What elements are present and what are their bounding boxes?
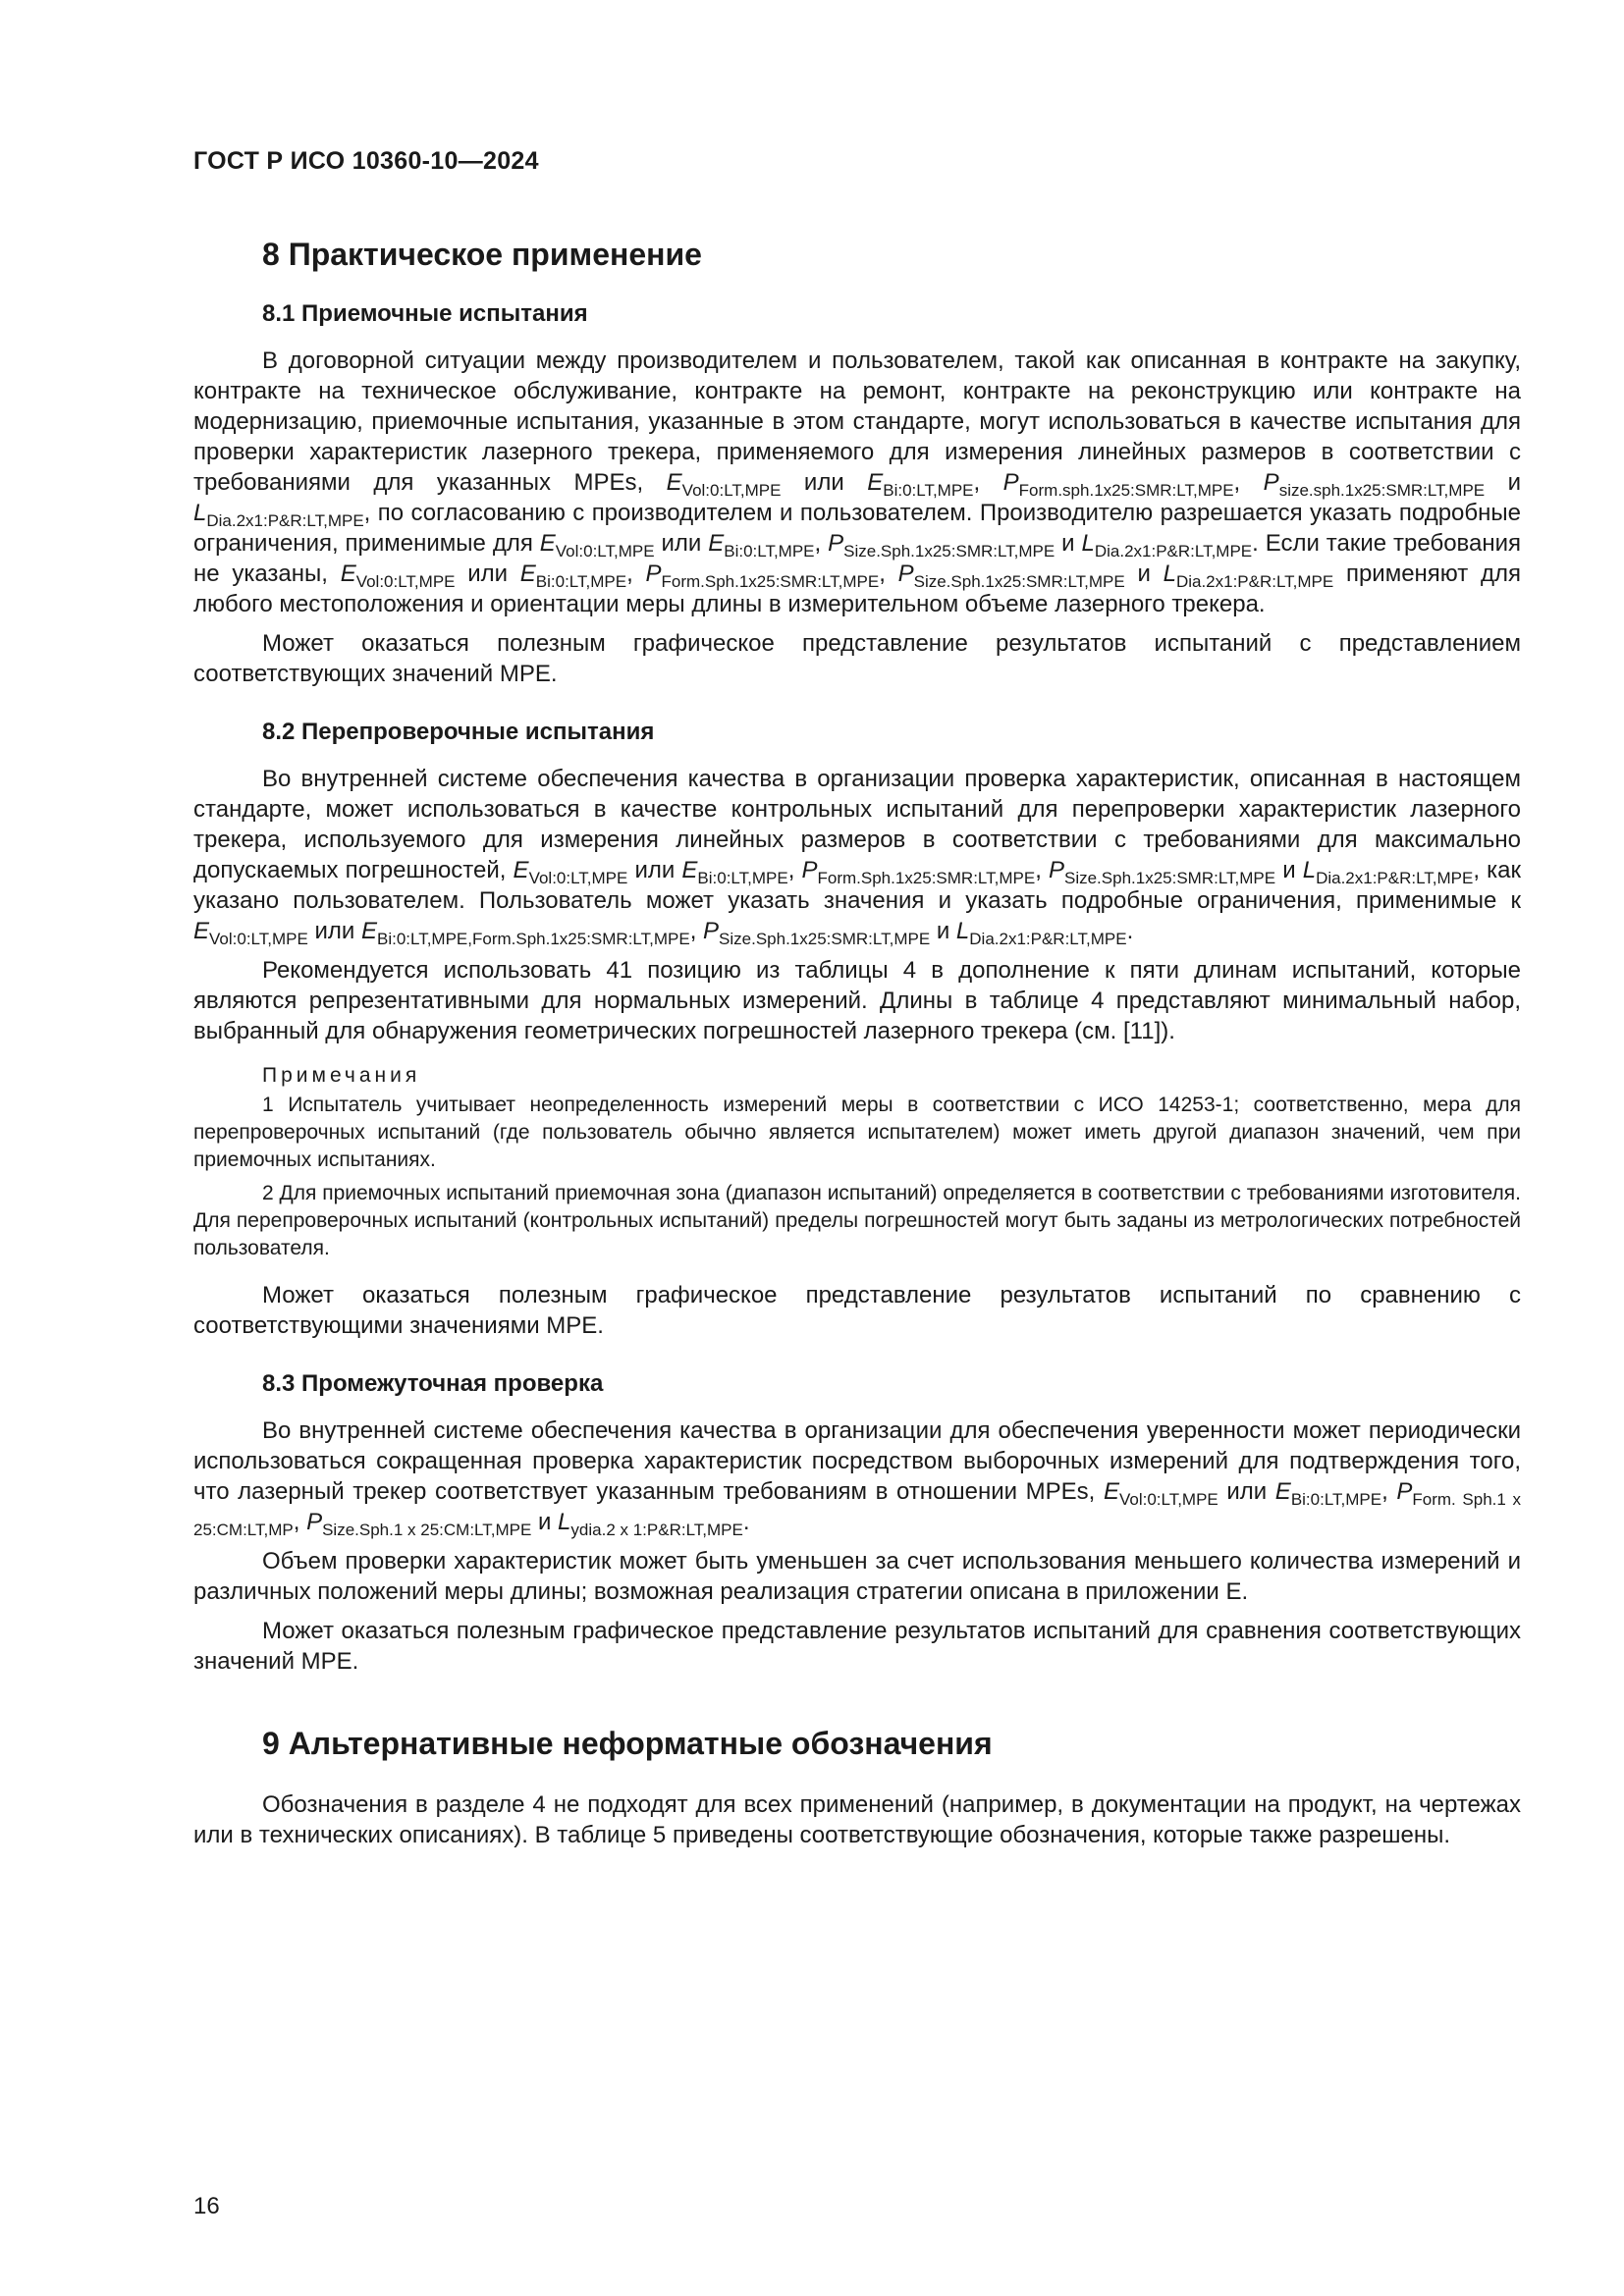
section-8-2-paragraph-2: Рекомендуется использовать 41 позицию из таблицы 4 в дополнение к пяти длинам испытаний, которые являются репрезентативными для нормальных измерений. Длины в таблице 4 представляют минимальный набор, выбранный для обнаружения геометрических погрешностей лазерного трекера (см. [11]).: [193, 957, 1521, 1044]
symbol: $P_{Size.Sph.1x25:SMR:LT,MPE}$: [1048, 857, 1276, 887]
section-8-2-paragraph-3: Может оказаться полезным графическое представление результатов испытаний по сравнению с соответствующими значениями MPE.: [193, 1282, 1521, 1339]
symbol: $L_{Dia.2x1:P\&R:LT,MPE}$: [1302, 857, 1474, 887]
symbol: $P_{Form. Sph.1 x 25:CM:LT,MP}$: [193, 1478, 1522, 1539]
page-number: 16: [193, 2193, 220, 2219]
section-8-title: 8 Практическое применение: [262, 237, 702, 272]
symbol: $P_{Size.Sph.1x25:SMR:LT,MPE}$: [703, 918, 931, 948]
symbol: $E_{Bi:0:LT,MPE}$: [1274, 1478, 1382, 1509]
section-8-2-title: 8.2 Перепроверочные испытания: [262, 719, 655, 745]
note-2: 2 Для приемочных испытаний приемочная зона (диапазон испытаний) определяется в соответствии с требованиями изготовителя. Для перепроверочных испытаний (контрольных испытаний) пределы погрешностей могут быть заданы из метрологических потребностей пользователя.: [193, 1182, 1521, 1259]
symbol: $E_{Bi:0:LT,MPE}$: [519, 561, 627, 591]
symbol: $E_{Vol:0:LT,MPE}$: [513, 857, 628, 887]
section-8-2-paragraph-1: Во внутренней системе обеспечения качества в организации проверка характеристик, описанная в настоящем стандарте, может использоваться в качестве контрольных испытаний для перепроверки характеристик лазерного трекера, используемого для измерения линейных размеров в соответствии с требованиями для максимально допускаемых погрешностей, $E_{Vol:0:LT,MPE}$ или $E_{Bi:0:LT,MPE}$, $P_{Form.Sph.1x25:SMR:LT,MPE}$, $P_{Size.Sph.1x25:SMR:LT,MPE}$ и $L_{Dia.2x1:P\&R:LT,MPE}$, как указано пользователем. Пользователь может указать значения и указать подробные ограничения, применимые к $E_{Vol:0:LT,MPE}$ или $E_{Bi:0:LT,MPE,Form.Sph.1x25:SMR:LT,MPE}$, $P_{Size.Sph.1x25:SMR:LT,MPE}$ и $L_{Dia.2x1:P\&R:LT,MPE}$.: [193, 766, 1522, 948]
symbol: $P_{Size.Sph.1 x 25:CM:LT,MPE}$: [306, 1509, 532, 1539]
symbol: $E_{Vol:0:LT,MPE}$: [1103, 1478, 1218, 1509]
symbol: $L_{Dia.2x1:P\&R:LT,MPE}$: [1081, 530, 1253, 561]
symbol: $E_{Vol:0:LT,MPE}$: [193, 918, 308, 948]
standard-header: ГОСТ Р ИСО 10360-10—2024: [193, 147, 539, 175]
section-8-1-paragraph-1: В договорной ситуации между производителем и пользователем, такой как описанная в контракте на закупку, контракте на техническое обслуживание, контракте на ремонт, контракте на реконструкцию или контракте на модернизацию, приемочные испытания, указанные в этом стандарте, могут использоваться в качестве испытания для проверки характеристик лазерного трекера, применяемого для измерения линейных размеров в соответствии с требованиями для указанных MPEs, $E_{Vol:0:LT,MPE}$ или $E_{Bi:0:LT,MPE}$, $P_{Form.sph.1x25:SMR:LT,MPE}$, $P_{size.sph.1x25:SMR:LT,MPE}$ и $L_{Dia.2x1:P\&R:LT,MPE}$, по согласованию с производителем и пользователем. Производителю разрешается указать подробные ограничения, применимые для $E_{Vol:0:LT,MPE}$ или $E_{Bi:0:LT,MPE}$, $P_{Size.Sph.1x25:SMR:LT,MPE}$ и $L_{Dia.2x1:P\&R:LT,MPE}$. Если такие требования не указаны, $E_{Vol:0:LT,MPE}$ или $E_{Bi:0:LT,MPE}$, $P_{Form.Sph.1x25:SMR:LT,MPE}$, $P_{Size.Sph.1x25:SMR:LT,MPE}$ и $L_{Dia.2x1:P\&R:LT,MPE}$ применяют для любого местоположения и ориентации меры длины в измерительном объеме лазерного трекера.: [193, 347, 1522, 617]
section-8-1-paragraph-2: Может оказаться полезным графическое представление результатов испытаний с представлением соответствующих значений MPE.: [193, 630, 1521, 687]
symbol: $E_{Bi:0:LT,MPE}$: [708, 530, 815, 561]
symbol: $E_{Bi:0:LT,MPE}$: [867, 469, 974, 500]
section-8-3-paragraph-2: Объем проверки характеристик может быть уменьшен за счет использования меньшего количества измерений и различных положений меры длины; возможная реализация стратегии описана в приложении Е.: [193, 1548, 1521, 1605]
symbol: $P_{Size.Sph.1x25:SMR:LT,MPE}$: [828, 530, 1056, 561]
text: В договорной ситуации между производителем и пользователем, такой как описанная в контракте на закупку, контракте на техническое обслуживание, контракте на ремонт, контракте на реконструкцию или контракте на модернизацию, приемочные испытания, указанные в этом стандарте, могут использоваться в качестве испытания для проверки характеристик лазерного трекера, применяемого для измерения линейных размеров в соответствии с требованиями для указанных MPEs,: [193, 347, 1521, 496]
section-8-3-paragraph-3: Может оказаться полезным графическое представление результатов испытаний для сравнения соответствующих значений MPE.: [193, 1618, 1521, 1675]
symbol: $L_{ydia.2 x 1:P\&R:LT,MPE}$: [558, 1509, 743, 1539]
document-page: [193, 147, 1521, 1859]
symbol: $P_{size.sph.1x25:SMR:LT,MPE}$: [1263, 469, 1486, 500]
symbol: $E_{Vol:0:LT,MPE}$: [340, 561, 456, 591]
section-9-paragraph-1: Обозначения в разделе 4 не подходят для всех применений (например, в документации на продукт, на чертежах или в технических описаниях). В таблице 5 приведены соответствующие обозначения, которые также разрешены.: [193, 1791, 1521, 1848]
note-1: 1 Испытатель учитывает неопределенность измерений меры в соответствии с ИСО 14253-1; соответственно, мера для перепроверочных испытаний (где пользователь обычно является испытателем) может иметь другой диапазон значений, чем при приемочных испытаниях.: [193, 1094, 1521, 1171]
symbol: $E_{Vol:0:LT,MPE}$: [539, 530, 655, 561]
symbol: $L_{Dia.2x1:P\&R:LT,MPE}$: [955, 918, 1127, 948]
symbol: $L_{Dia.2x1:P\&R:LT,MPE}$: [193, 500, 364, 530]
symbol: $P_{Form.sph.1x25:SMR:LT,MPE}$: [1002, 469, 1234, 500]
symbol: $P_{Size.Sph.1x25:SMR:LT,MPE}$: [897, 561, 1125, 591]
symbol: $E_{Bi:0:LT,MPE}$: [681, 857, 788, 887]
section-8-3-paragraph-1: Во внутренней системе обеспечения качества в организации для обеспечения уверенности может периодически использоваться сокращенная проверка характеристик посредством выборочных измерений для подтверждения того, что лазерный трекер соответствует указанным требованиям в отношении MPEs, $E_{Vol:0:LT,MPE}$ или $E_{Bi:0:LT,MPE}$, $P_{Form. Sph.1 x 25:CM:LT,MP}$, $P_{Size.Sph.1 x 25:CM:LT,MPE}$ и $L_{ydia.2 x 1:P\&R:LT,MPE}$.: [193, 1417, 1522, 1539]
symbol: $P_{Form.Sph.1x25:SMR:LT,MPE}$: [801, 857, 1036, 887]
section-8-3-title: 8.3 Промежуточная проверка: [262, 1370, 604, 1397]
symbol: $E_{Vol:0:LT,MPE}$: [666, 469, 782, 500]
symbol: $P_{Form.Sph.1x25:SMR:LT,MPE}$: [645, 561, 880, 591]
notes-title: Примечания: [262, 1064, 421, 1087]
symbol: $L_{Dia.2x1:P\&R:LT,MPE}$: [1163, 561, 1334, 591]
section-8-1-title: 8.1 Приемочные испытания: [262, 300, 588, 327]
symbol: $E_{Bi:0:LT,MPE,Form.Sph.1x25:SMR:LT,MPE}$: [360, 918, 690, 948]
section-9-title: 9 Альтернативные неформатные обозначения: [262, 1726, 993, 1761]
